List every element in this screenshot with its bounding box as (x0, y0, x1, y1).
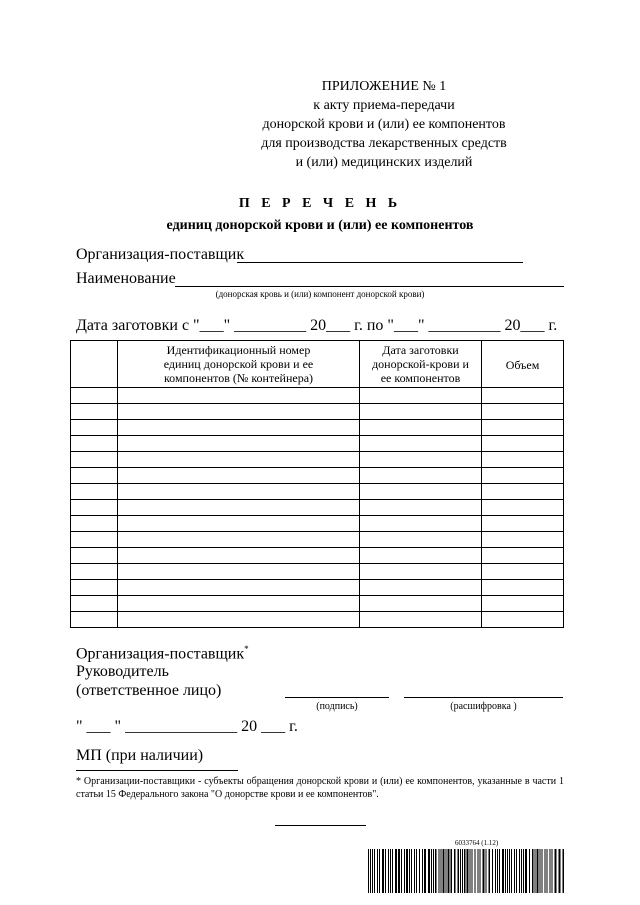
table-row (71, 564, 564, 580)
table-cell (360, 516, 482, 532)
barcode-bar (495, 849, 496, 893)
table-row (71, 516, 564, 532)
table-cell (360, 548, 482, 564)
barcode-bar (505, 849, 506, 893)
barcode-bar (379, 849, 380, 893)
barcode-bar (414, 849, 415, 893)
barcode-bar (441, 849, 442, 893)
barcode-bar (390, 849, 391, 893)
name-caption: (донорская кровь и (или) компонент донорской крови) (215, 289, 425, 299)
name-label: Наименование (76, 270, 176, 287)
table-cell (360, 596, 482, 612)
barcode-bar (467, 849, 469, 893)
barcode-bar (443, 849, 445, 893)
table-cell (360, 404, 482, 420)
barcode-bar (559, 849, 561, 893)
barcode-bar (439, 849, 440, 893)
table-cell (71, 548, 118, 564)
table-cell (71, 500, 118, 516)
barcode-bar (395, 849, 397, 893)
table-row (71, 436, 564, 452)
table-row (71, 580, 564, 596)
barcode-bar (555, 849, 557, 893)
table-row (71, 404, 564, 420)
table-cell (118, 484, 360, 500)
sign-date-line: " ___ " ______________ 20 ___ г. (76, 718, 298, 735)
barcode-bar (374, 849, 375, 893)
barcode-bar (385, 849, 386, 893)
barcode-bar (502, 849, 504, 893)
barcode-bar (519, 849, 520, 893)
signature-field-line (285, 697, 389, 698)
barcode-bar (377, 849, 378, 893)
table-cell (482, 516, 564, 532)
table-cell (71, 388, 118, 404)
barcode-bar (431, 849, 432, 893)
table-cell (482, 404, 564, 420)
decode-caption: (расшифровка ) (450, 701, 517, 712)
signature-caption: (подпись) (316, 701, 358, 712)
barcode-bar (388, 849, 389, 893)
barcode-bar (370, 849, 371, 893)
table-cell (118, 532, 360, 548)
footnote-asterisk: * (244, 644, 249, 654)
table-body (71, 388, 564, 628)
table-cell (482, 388, 564, 404)
col-header-date: Дата заготовки донорской-крови и ее компонентов (360, 341, 482, 388)
barcode-bar (472, 849, 473, 893)
table-cell (360, 484, 482, 500)
table-cell (71, 564, 118, 580)
table-cell (482, 436, 564, 452)
table-cell (71, 468, 118, 484)
annex-header (234, 77, 534, 172)
table-cell (482, 468, 564, 484)
table-row (71, 388, 564, 404)
barcode-bar (454, 849, 456, 893)
table-row (71, 484, 564, 500)
footnote-text: * Организации-поставщики - субъекты обращения донорской крови и (или) ее компонентов, указанные в части 1 статьи 15 Федерального закона "О донорстве крови и ее компонентов". (76, 776, 564, 800)
table-cell (71, 436, 118, 452)
table-cell (118, 596, 360, 612)
table-cell (118, 452, 360, 468)
barcode-bar (419, 849, 420, 893)
barcode-bar (398, 849, 400, 893)
table-cell (482, 612, 564, 628)
table-cell (118, 580, 360, 596)
barcode-bar (451, 849, 453, 893)
table-row (71, 548, 564, 564)
table-cell (71, 420, 118, 436)
barcode-bar (462, 849, 463, 893)
barcode-bar (475, 849, 476, 893)
barcode-bar (446, 849, 447, 893)
barcode-bar (392, 849, 393, 893)
table-cell (118, 420, 360, 436)
table-cell (482, 580, 564, 596)
barcode-bar (448, 849, 450, 893)
annex-line-2: к акту приема-передачи (313, 98, 455, 113)
barcode-bar (542, 849, 543, 893)
annex-line-5: и (или) медицинских изделий (295, 155, 473, 170)
barcode-bar (428, 849, 430, 893)
table-cell (118, 468, 360, 484)
barcode-bar (411, 849, 412, 893)
barcode-bar (521, 849, 522, 893)
barcode-bar (483, 849, 485, 893)
table-cell (71, 532, 118, 548)
annex-line-3: донорской крови и (или) ее компонентов (262, 117, 506, 132)
table-row (71, 596, 564, 612)
barcode-bar (464, 849, 466, 893)
barcode-bar (404, 849, 405, 893)
table-cell (360, 500, 482, 516)
barcode-bar (563, 849, 565, 893)
barcode-bar (525, 849, 527, 893)
table-row (71, 420, 564, 436)
table-cell (360, 564, 482, 580)
table-cell (118, 436, 360, 452)
responsible-label: (ответственное лицо) (76, 682, 222, 699)
barcode-bar (509, 849, 510, 893)
table-row (71, 468, 564, 484)
table-cell (482, 500, 564, 516)
stamp-label: МП (при наличии) (76, 747, 204, 764)
barcode-bar (368, 849, 369, 893)
barcode-bar (547, 849, 548, 893)
barcode-bar (382, 849, 384, 893)
annex-line-4: для производства лекарственных средств (261, 136, 507, 151)
barcode-bar (499, 849, 500, 893)
barcode-bar (422, 849, 423, 893)
barcode-bar (545, 849, 546, 893)
barcode-bar (540, 849, 541, 893)
table-cell (482, 564, 564, 580)
table-cell (360, 388, 482, 404)
barcode-bar (507, 849, 508, 893)
table-cell (118, 404, 360, 420)
barcode-bar (478, 849, 479, 893)
barcode-bar (523, 849, 524, 893)
table-cell (360, 532, 482, 548)
name-field-line (175, 286, 564, 287)
sign-supplier-label: Организация-поставщик* (76, 644, 249, 663)
table-cell (118, 516, 360, 532)
barcode-bar (511, 849, 512, 893)
table-cell (71, 580, 118, 596)
table-cell (71, 452, 118, 468)
barcode-bar (537, 849, 539, 893)
barcode-bar (470, 849, 471, 893)
table-cell (118, 388, 360, 404)
table-cell (118, 612, 360, 628)
barcode-bar (486, 849, 487, 893)
barcode-bar (409, 849, 410, 893)
table-cell (360, 612, 482, 628)
table-cell (118, 548, 360, 564)
annex-line-1: ПРИЛОЖЕНИЕ № 1 (321, 79, 447, 94)
barcode-bar (492, 849, 493, 893)
barcode-bar (516, 849, 517, 893)
barcode-image (368, 849, 564, 893)
barcode-bar (532, 849, 534, 893)
barcode-bar (435, 849, 437, 893)
table-cell (360, 580, 482, 596)
barcode-bar (424, 849, 426, 893)
table-cell (482, 484, 564, 500)
barcode-bar (433, 849, 434, 893)
barcode-bar (458, 849, 460, 893)
table-row (71, 452, 564, 468)
table-cell (71, 612, 118, 628)
table-cell (482, 548, 564, 564)
table-cell (71, 516, 118, 532)
barcode-bar (552, 849, 553, 893)
head-label: Руководитель (76, 663, 169, 680)
table-cell (118, 564, 360, 580)
table-cell (360, 452, 482, 468)
table-row (71, 532, 564, 548)
supplier-label: Организация-поставщик (76, 246, 245, 263)
barcode-bar (535, 849, 536, 893)
barcode-bar (401, 849, 402, 893)
table-cell (482, 596, 564, 612)
footnote-separator (76, 770, 238, 771)
col-header-number (71, 341, 118, 388)
table-cell (360, 420, 482, 436)
barcode-bar (529, 849, 530, 893)
barcode-bar (416, 849, 417, 893)
supplier-field-line (237, 262, 523, 263)
barcode-bar (497, 849, 498, 893)
table-cell (360, 468, 482, 484)
document-subtitle: единиц донорской крови и (или) ее компонентов (166, 218, 474, 233)
table-cell (360, 436, 482, 452)
barcode-bar (406, 849, 408, 893)
barcode-number: 6033764 (1.12) (455, 839, 499, 847)
table-row (71, 500, 564, 516)
units-table (70, 340, 564, 628)
barcode-bar (550, 849, 551, 893)
table-cell (482, 532, 564, 548)
table-header-row (71, 341, 564, 388)
decode-field-line (404, 697, 563, 698)
document-title: П Е Р Е Ч Е Н Ь (238, 196, 402, 211)
harvest-date-range: Дата заготовки с "___" _________ 20___ г. по "___" _________ 20___ г. (76, 317, 558, 334)
barcode-bar (480, 849, 481, 893)
table-row (71, 612, 564, 628)
table-cell (482, 452, 564, 468)
table-cell (482, 420, 564, 436)
bottom-separator (275, 825, 366, 826)
barcode-bar (489, 849, 491, 893)
table-cell (71, 596, 118, 612)
barcode-bar (372, 849, 373, 893)
barcode-bar (460, 849, 461, 893)
table-cell (71, 484, 118, 500)
col-header-id: Идентификационный номер единиц донорской крови и ее компонентов (№ контейнера) (118, 341, 360, 388)
barcode-bar (514, 849, 515, 893)
table-cell (71, 404, 118, 420)
col-header-volume: Объем (482, 341, 564, 388)
table-cell (118, 500, 360, 516)
